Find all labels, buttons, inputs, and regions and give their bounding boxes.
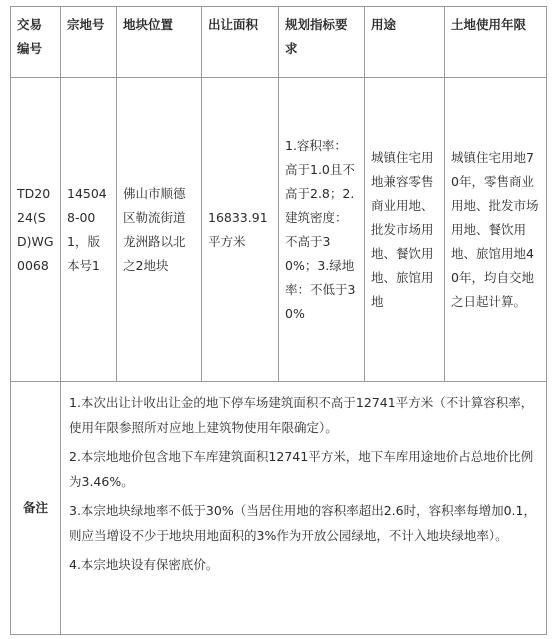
- land-transfer-table: [10, 6, 547, 635]
- header-parcel-no: 宗地号: [61, 7, 117, 78]
- remark-item: 3.本宗地块绿地率不低于30%（当居住用地的容积率超出2.6时，容积率每增加0.1，则应当增设不少于地块用地面积的3%作为开放公园绿地，不计入地块绿地率）。: [69, 503, 536, 543]
- header-row: [11, 7, 547, 78]
- table-row: [11, 78, 547, 382]
- remarks-row: [11, 382, 547, 635]
- cell-term: 城镇住宅用地70年，零售商业用地、批发市场用地、餐饮用地、旅馆用地40年，均自交地之日起计算。: [445, 78, 547, 382]
- cell-use: 城镇住宅用地兼容零售商业用地、批发市场用地、餐饮用地、旅馆用地: [365, 78, 445, 382]
- header-location: 地块位置: [117, 7, 202, 78]
- header-trade-no: 交易编号: [11, 7, 61, 78]
- remark-item: 1.本次出让计收出让金的地下停车场建筑面积不高于12741平方米（不计算容积率，使用年限参照所对应地上建筑物使用年限确定）。: [69, 395, 534, 435]
- header-term: 土地使用年限: [445, 7, 547, 78]
- cell-area: 16833.91平方米: [202, 78, 279, 382]
- remarks-label: 备注: [11, 382, 61, 635]
- remark-item: 2.本宗地地价包含地下车库建筑面积12741平方米，地下车库用途地价占总地价比例为3.46%。: [69, 449, 534, 489]
- cell-location: 佛山市顺德区勒流街道龙洲路以北之2地块: [117, 78, 202, 382]
- header-area: 出让面积: [202, 7, 279, 78]
- cell-parcel-no: 145048-001，版本号1: [61, 78, 117, 382]
- header-use: 用途: [365, 7, 445, 78]
- remark-item: 4.本宗地块设有保密底价。: [69, 557, 219, 572]
- remarks-cell: [61, 382, 547, 635]
- cell-trade-no: TD2024(SD)WG0068: [11, 78, 61, 382]
- header-planning: 规划指标要求: [279, 7, 365, 78]
- cell-planning: 1.容积率：高于1.0且不高于2.8；2.建筑密度：不高于30%；3.绿地率：不低于30%: [279, 78, 365, 382]
